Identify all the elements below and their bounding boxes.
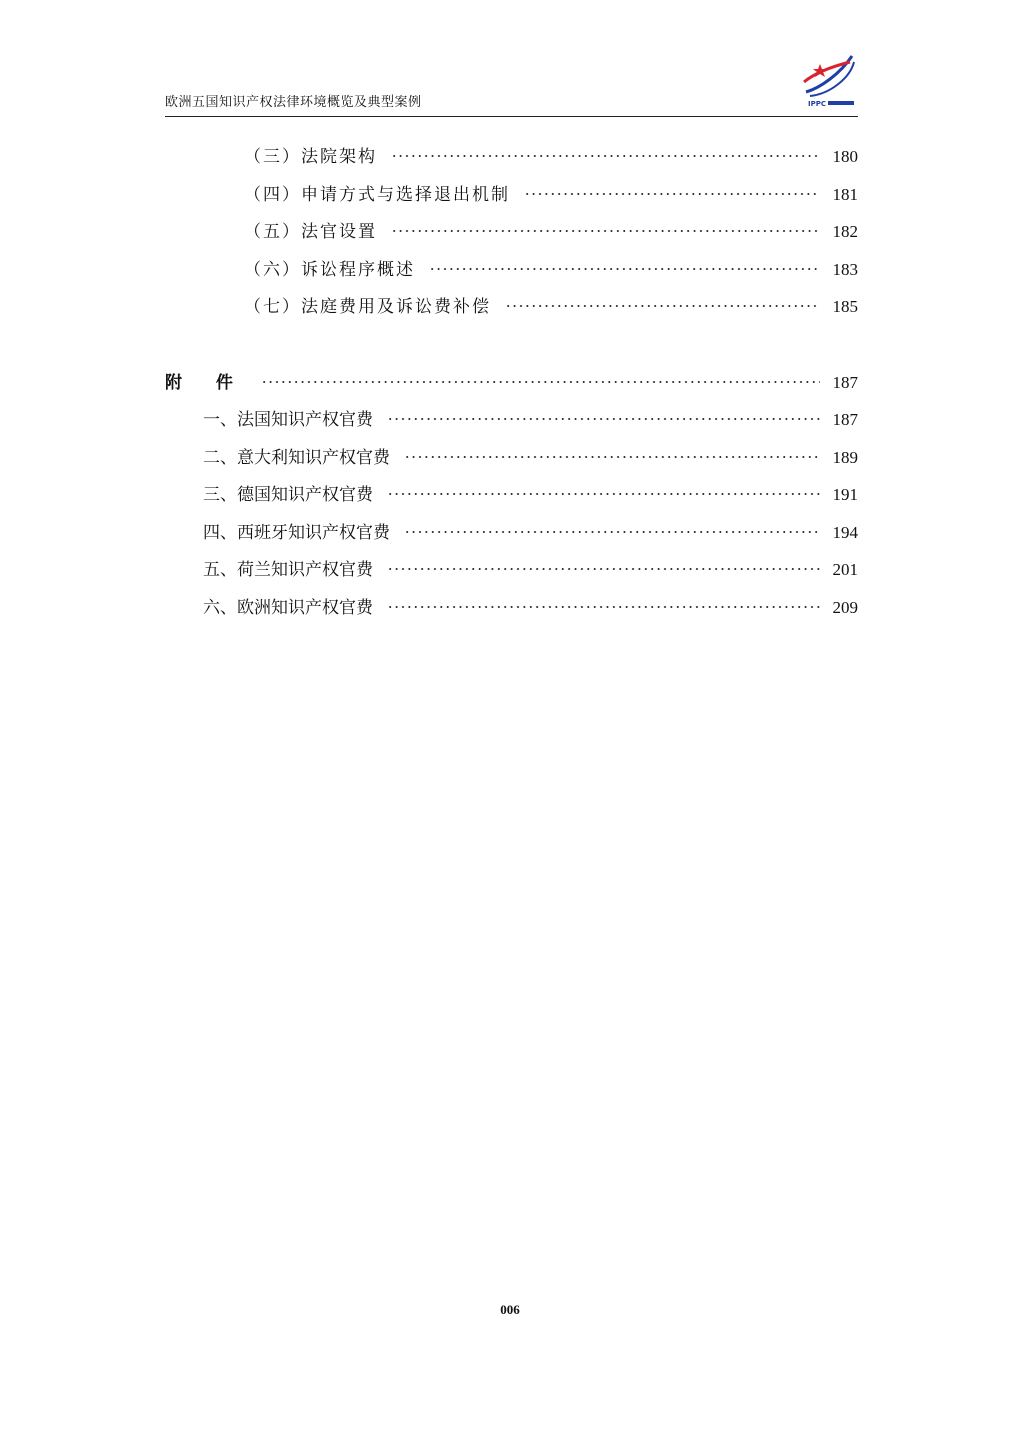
leader-dots	[524, 193, 820, 195]
toc-entry-page: 191	[832, 485, 858, 504]
toc-entry-label: 二、意大利知识产权官费	[203, 448, 390, 468]
toc-entry[interactable]	[244, 217, 858, 243]
leader-dots	[387, 568, 820, 570]
toc-entry[interactable]	[244, 255, 858, 281]
leader-dots	[404, 531, 820, 533]
toc-annex-entry[interactable]	[203, 555, 858, 581]
toc-entry-label: 四、西班牙知识产权官费	[203, 523, 390, 543]
toc-entry[interactable]	[244, 142, 858, 168]
toc-entry-page: 180	[832, 147, 858, 166]
ippc-logo	[800, 48, 858, 112]
toc-entry-label: （七）法庭费用及诉讼费补偿	[244, 297, 491, 317]
toc-entry-page: 182	[832, 222, 858, 241]
toc-annex-entry[interactable]	[203, 405, 858, 431]
leader-dots	[429, 268, 820, 270]
toc-entry-label: 一、法国知识产权官费	[203, 410, 373, 430]
toc-entry-page: 194	[832, 523, 858, 542]
toc-annex-entry[interactable]	[203, 443, 858, 469]
toc-annex-entry[interactable]	[203, 518, 858, 544]
toc-entry-page: 185	[832, 297, 858, 316]
page-header	[165, 48, 858, 117]
toc-entry-label: 五、荷兰知识产权官费	[203, 560, 373, 580]
toc-section-page: 187	[832, 373, 858, 392]
leader-dots	[387, 493, 820, 495]
toc-annex-entry[interactable]	[203, 480, 858, 506]
toc-entry-label: （三）法院架构	[244, 147, 377, 167]
leader-dots	[391, 230, 820, 232]
toc-entry-label: 三、德国知识产权官费	[203, 485, 373, 505]
leader-dots	[387, 606, 820, 608]
toc-entry-page: 187	[832, 410, 858, 429]
toc-entry-label: （五）法官设置	[244, 222, 377, 242]
leader-dots	[404, 456, 820, 458]
toc-entry-label: （六）诉讼程序概述	[244, 260, 415, 280]
leader-dots	[505, 305, 820, 307]
toc-entry-page: 201	[832, 560, 858, 579]
logo-text: IPPC	[808, 100, 827, 108]
leader-dots	[387, 418, 820, 420]
toc-entry-label: （四）申请方式与选择退出机制	[244, 185, 510, 205]
leader-dots	[391, 155, 820, 157]
toc-entry-page: 183	[832, 260, 858, 279]
toc-entry[interactable]	[244, 292, 858, 318]
leader-dots	[261, 381, 820, 383]
header-title: 欧洲五国知识产权法律环境概览及典型案例	[165, 95, 422, 110]
page-number: 006	[500, 1302, 520, 1317]
toc-section-label: 附 件	[165, 373, 247, 393]
toc-annex-entry[interactable]	[203, 593, 858, 619]
toc-section-annex[interactable]	[165, 368, 858, 394]
toc-entry-page: 209	[832, 598, 858, 617]
toc-entry-page: 189	[832, 448, 858, 467]
toc-entry[interactable]	[244, 180, 858, 206]
toc-entry-page: 181	[832, 185, 858, 204]
toc-entry-label: 六、欧洲知识产权官费	[203, 598, 373, 618]
